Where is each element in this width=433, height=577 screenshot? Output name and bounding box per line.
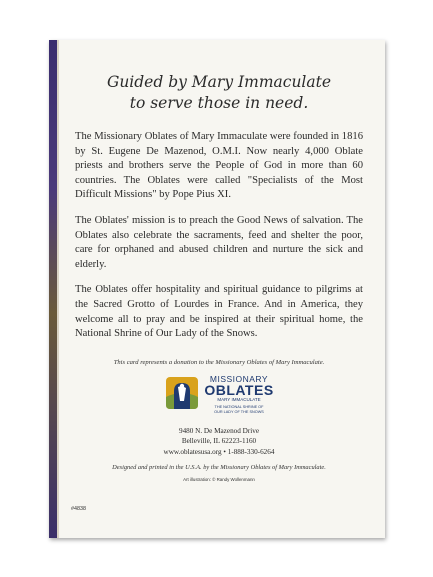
card-back	[49, 40, 385, 538]
card-heading	[67, 72, 371, 114]
address-block	[67, 426, 371, 458]
oblates-emblem-icon	[164, 375, 200, 411]
art-credit: Art illustration: © Randy Wollenmann	[183, 477, 255, 483]
logo-shrine	[204, 405, 273, 415]
paragraph-mission: The Oblates' mission is to preach the Good News of salvation. The Oblates also celebrate the sacraments, feed and shelter the poor, care for orphaned and abused children and nurture the sick and elderly.	[75, 214, 363, 270]
oblates-logo	[67, 375, 371, 415]
logo-text	[204, 375, 273, 415]
donation-note: This card represents a donation to the Missionary Oblates of Mary Immaculate.	[113, 358, 325, 366]
heading-line-1: Guided by Mary Immaculate	[106, 73, 332, 91]
logo-shrine-line-2: OUR LADY OF THE SNOWS	[214, 409, 264, 414]
card-edge-line	[57, 40, 59, 538]
card-content	[67, 40, 371, 482]
logo-oblates: OBLATES	[204, 382, 274, 399]
card-edge-decoration	[49, 40, 57, 538]
address-contact: www.oblatesusa.org • 1-888-330-6264	[163, 447, 275, 456]
logo-mary-immaculate: MARY IMMACULATE	[217, 397, 261, 403]
item-code: #4838	[71, 506, 86, 512]
paragraph-founding: The Missionary Oblates of Mary Immaculate were founded in 1816 by St. Eugene De Mazenod, O.M.I. Now nearly 4,000 Oblate priests and brothers serve the People of God in more than 60 countries. The Oblates were called "Specialists of the Most Difficult Missions" by Pope Pius XI.	[75, 131, 363, 201]
address-street: 9480 N. De Mazenod Drive	[178, 426, 260, 435]
logo-shrine-line-1: THE NATIONAL SHRINE OF	[214, 404, 264, 409]
address-city: Belleville, IL 62223-1160	[181, 437, 257, 446]
heading-line-2: to serve those in need.	[129, 94, 309, 112]
printed-note: Designed and printed in the U.S.A. by the Missionary Oblates of Mary Immaculate.	[112, 464, 326, 472]
paragraph-hospitality: The Oblates offer hospitality and spiritual guidance to pilgrims at the Sacred Grotto of Lourdes in France. And in America, they welcome all to pray and be inspired at their spiritual home, the National Shrine of Our Lady of the Snows.	[75, 284, 363, 340]
logo-missionary: MISSIONARY	[209, 373, 269, 384]
